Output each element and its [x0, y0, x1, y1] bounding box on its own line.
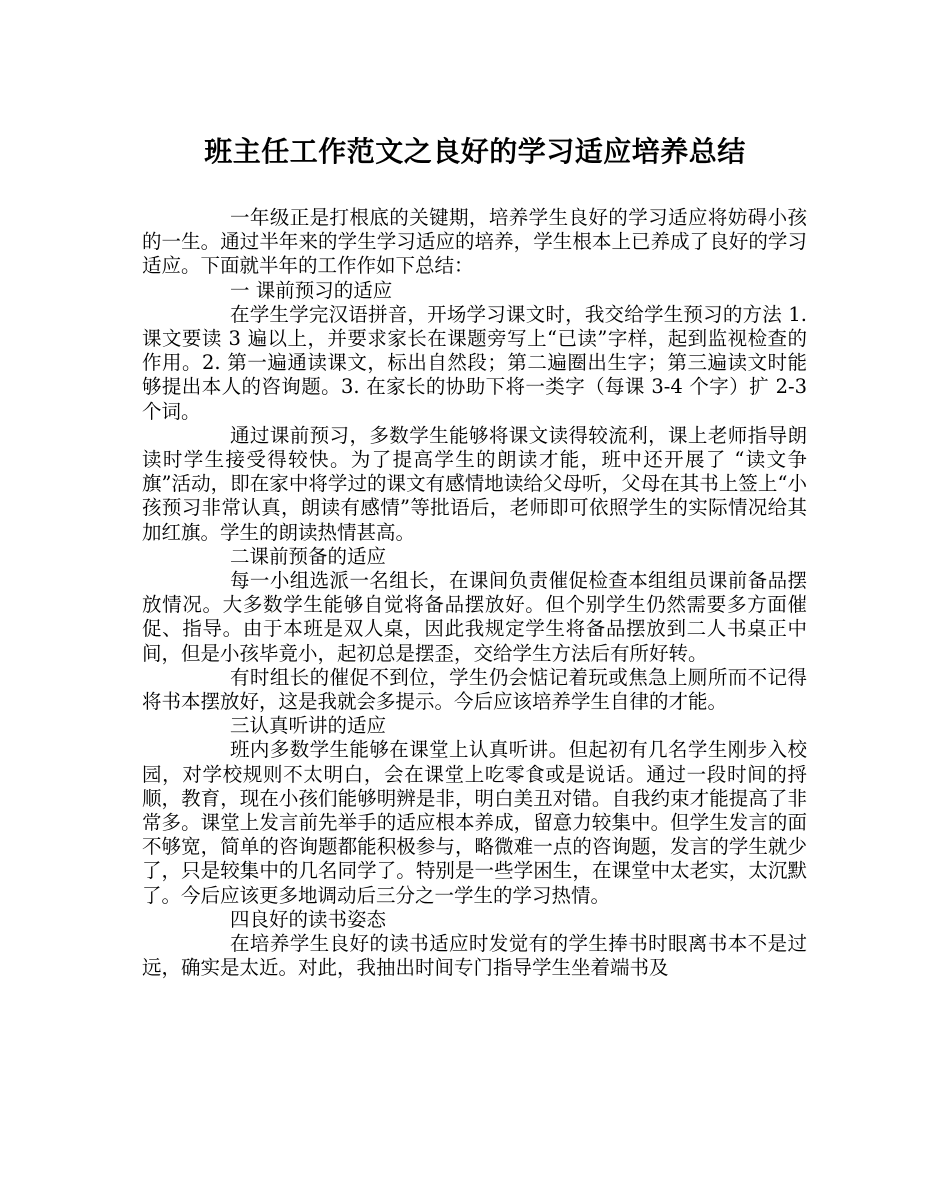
section-heading-4: 四良好的读书姿态 [230, 907, 387, 931]
section-heading-2: 二课前预备的适应 [230, 544, 387, 568]
document-body [142, 206, 807, 981]
paragraph: 通过课前预习，多数学生能够将课文读得较流利，课上老师指导朗读时学生接受得较快。为了提高学生的朗读才能，班中还开展了 “读文争旗”活动，即在家中将学过的课文有感情地读给父母听，父母在其书上签上“小孩预习非常认真，朗读有感情”等批语后，老师即可依照学生的实际情况给其加红旗。学生的朗读热情甚高。 [142, 423, 807, 544]
paragraph: 在培养学生良好的读书适应时发觉有的学生捧书时眼离书本不是过远，确实是太近。对此，我抽出时间专门指导学生坐着端书及 [142, 932, 807, 980]
document-title: 班主任工作范文之良好的学习适应培养总结 [204, 135, 746, 168]
paragraph-intro: 一年级正是打根底的关键期，培养学生良好的学习适应将妨碍小孩的一生。通过半年来的学生学习适应的培养，学生根本上已养成了良好的学习适应。下面就半年的工作作如下总结： [142, 206, 807, 278]
paragraph: 有时组长的催促不到位，学生仍会惦记着玩或焦急上厕所而不记得将书本摆放好，这是我就会多提示。今后应该培养学生自律的才能。 [142, 665, 807, 714]
paragraph: 每一小组选派一名组长，在课间负责催促检查本组组员课前备品摆放情况。大多数学生能够自觉将备品摆放好。但个别学生仍然需要多方面催促、指导。由于本班是双人桌，因此我规定学生将备品摆放到二人书桌正中间，但是小孩毕竟小，起初总是摆歪，交给学生方法后有所好转。 [142, 569, 807, 665]
paragraph: 班内多数学生能够在课堂上认真听讲。但起初有几名学生刚步入校园，对学校规则不太明白，会在课堂上吃零食或是说话。通过一段时间的捋顺，教育，现在小孩们能够明辨是非，明白美丑对错。自我约束才能提高了非常多。课堂上发言前先举手的适应根本养成，留意力较集中。但学生发言的面不够宽，简单的咨询题都能积极参与，略微难一点的咨询题，发言的学生就少了，只是较集中的几名同学了。特别是一些学困生，在课堂中太老实，太沉默了。今后应该更多地调动后三分之一学生的学习热情。 [142, 738, 807, 907]
section-heading-3: 三认真听讲的适应 [230, 714, 387, 738]
paragraph: 在学生学完汉语拼音，开场学习课文时，我交给学生预习的方法 1. 课文要读 3 遍以上，并要求家长在课题旁写上“已读”字样，起到监视检查的作用。2. 第一遍通读课文，标出自然段；第二遍圈出生字；第三遍读文时能够提出本人的咨询题。3. 在家长的协助下将一类字（每课 3-4 个字）扩 2-3 个词。 [142, 302, 807, 423]
section-heading-1: 一 课前预习的适应 [230, 278, 393, 302]
